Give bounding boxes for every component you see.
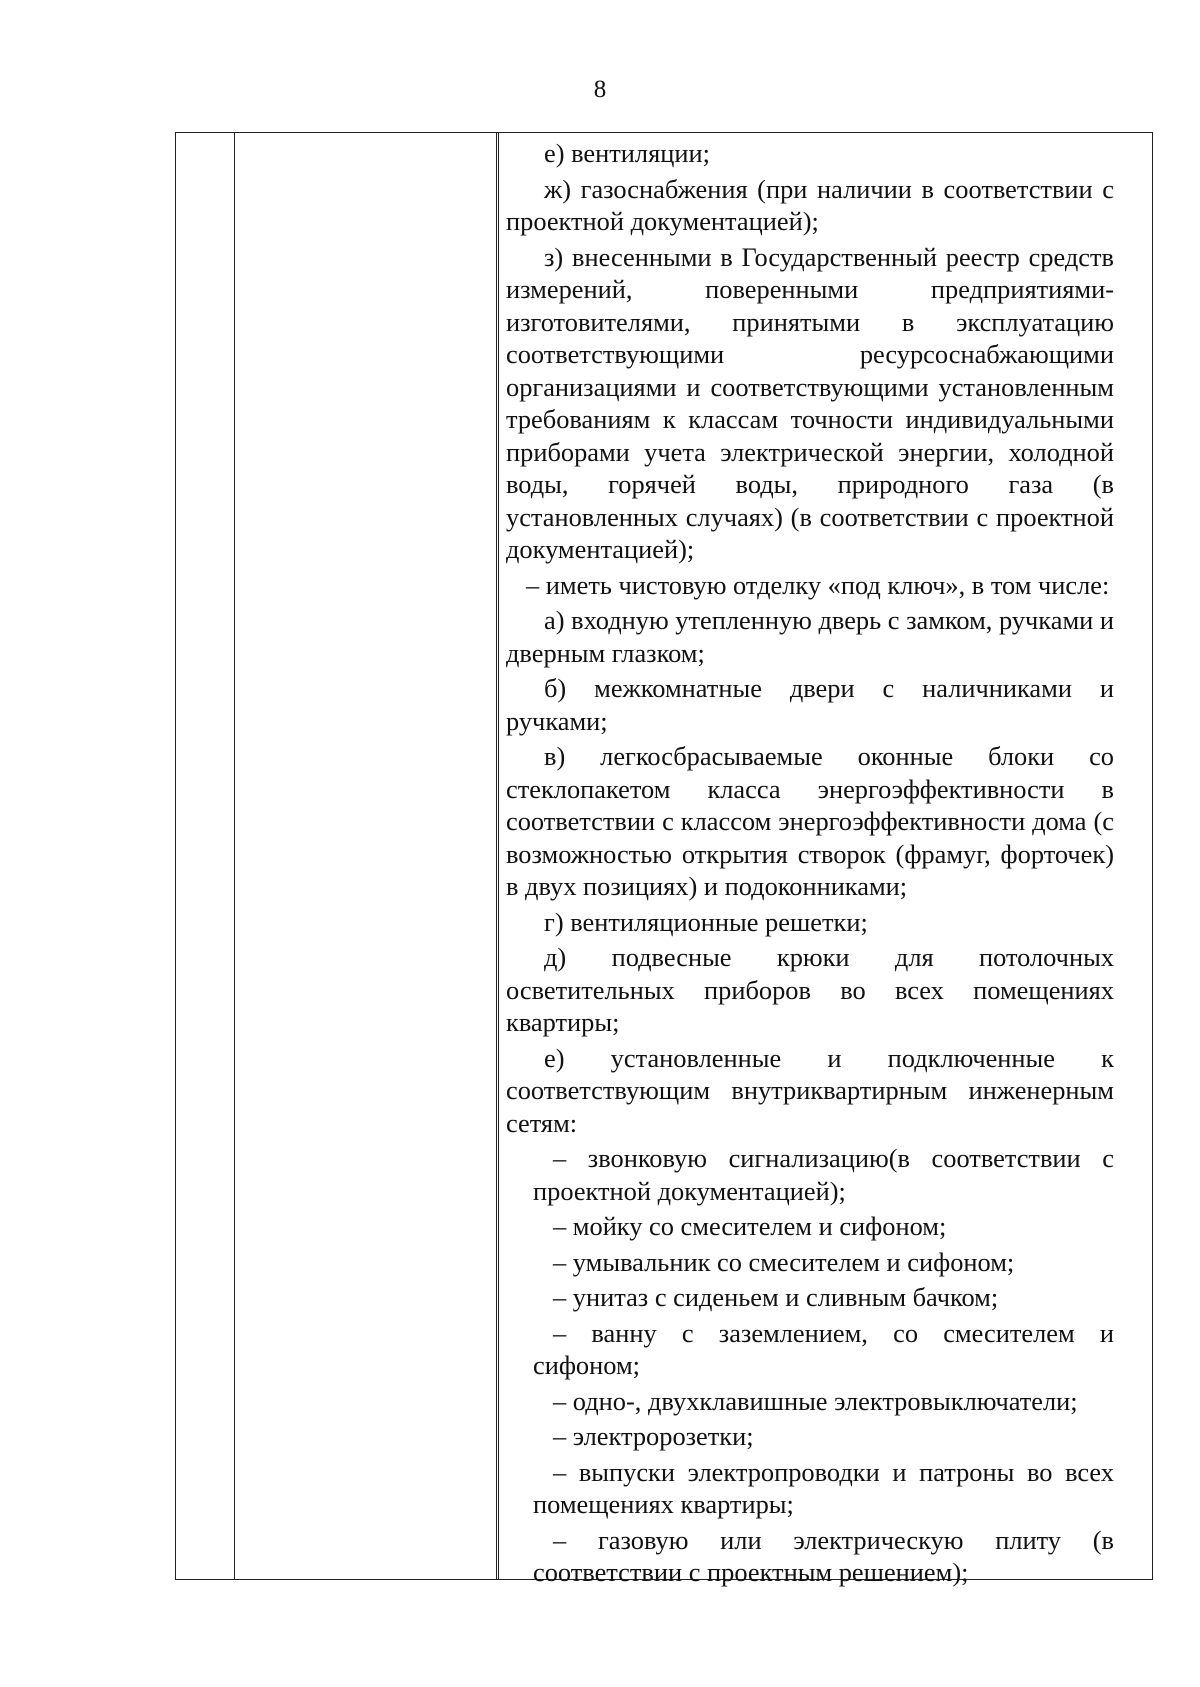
list-item: б) межкомнатные двери с наличниками и ручками;	[506, 673, 1114, 736]
list-item: – электророзетки;	[553, 1421, 754, 1451]
column-divider	[234, 133, 235, 1579]
list-item: ж) газоснабжения (при наличии в соответствии с проектной документацией);	[506, 173, 1114, 236]
list-item: е) вентиляции;	[544, 138, 710, 168]
list-item: д) подвесные крюки для потолочных осветительных приборов во всех помещениях квартиры;	[506, 942, 1114, 1037]
page-number: 8	[593, 76, 607, 103]
list-item: – ванну с заземлением, со смесителем и сифоном;	[533, 1317, 1114, 1380]
list-item: з) внесенными в Государственный реестр средств измерений, поверенными предприятиями-изготовителями, принятыми в эксплуатацию соответствующими ресурсоснабжающими организациями и соответствующими установленным требованиям к классам точности индивидуальными приборами учета электрической энергии, холодной воды, горячей воды, природного газа (в установленных случаях) (в соответствии с проектной документацией);	[506, 241, 1114, 564]
list-item: – унитаз с сиденьем и сливным бачком;	[553, 1282, 999, 1312]
list-item: а) входную утепленную дверь с замком, ручками и дверным глазком;	[506, 605, 1114, 668]
column-divider	[498, 133, 499, 1579]
list-item: г) вентиляционные решетки;	[544, 906, 868, 937]
list-item: – иметь чистовую отделку «под ключ», в том числе:	[526, 569, 1110, 600]
list-item: – выпуски электропроводки и патроны во всех помещениях квартиры;	[533, 1456, 1114, 1519]
table-cell-requirements	[506, 137, 1114, 1589]
list-item: – газовую или электрическую плиту (в соответствии с проектным решением);	[533, 1524, 1114, 1587]
list-item: – звонковую сигнализацию(в соответствии с проектной документацией);	[533, 1143, 1114, 1206]
list-item: – мойку со смесителем и сифоном;	[553, 1211, 947, 1241]
list-item: в) легкосбрасываемые оконные блоки со стеклопакетом класса энергоэффективности в соответствии с классом энергоэффективности дома (с возможностью открытия створок (фрамуг, форточек) в двух позициях) и подоконниками;	[506, 741, 1114, 901]
list-item: е) установленные и подключенные к соответствующим внутриквартирным инженерным сетям:	[506, 1042, 1114, 1138]
list-item: – умывальник со смесителем и сифоном;	[553, 1246, 1015, 1277]
list-item: – одно-, двухклавишные электровыключатели;	[553, 1385, 1078, 1416]
requirements-table	[175, 132, 1153, 1587]
